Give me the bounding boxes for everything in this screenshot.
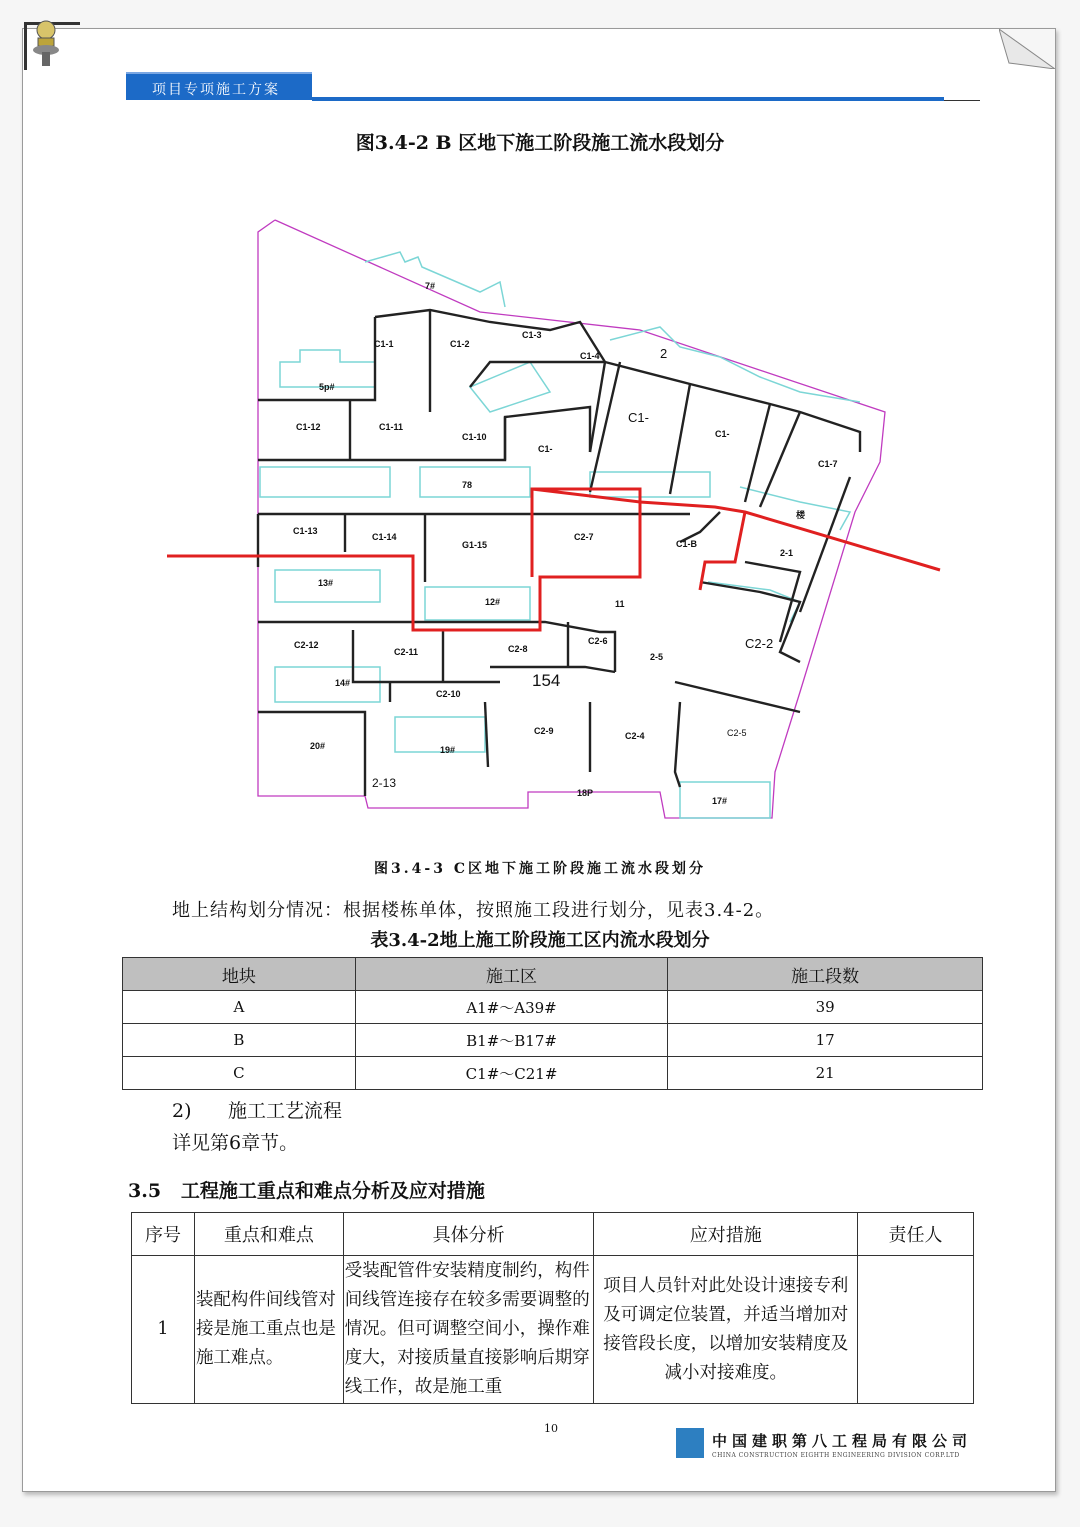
diagram-label: C1- <box>628 410 649 425</box>
diagram-label: 楼 <box>796 510 806 520</box>
diagram-label: C1-B <box>676 539 698 549</box>
diagram-label: C2-8 <box>508 644 528 654</box>
table-cell: 21 <box>668 1057 983 1090</box>
diagram-label: C2-2 <box>745 636 774 651</box>
diagram-label: 19# <box>440 745 456 755</box>
table-cell: 39 <box>668 991 983 1024</box>
diagram-label: 5p# <box>319 382 335 392</box>
figure2-caption: 图3.4-3 C区地下施工阶段施工流水段划分 <box>374 861 706 877</box>
page-curl-icon <box>999 29 1055 69</box>
table-cell: 受装配管件安装精度制约，构件间线管连接存在较多需要调整的情况。但可调整空间小，操作难度大，对接质量直接影响后期穿线工作，故是施工重 <box>343 1256 594 1404</box>
company-name-en: CHINA CONSTRUCTION EIGHTH ENGINEERING DIVISION CORP.LTD <box>712 1452 960 1459</box>
diagram-label: 18P <box>577 788 594 798</box>
section-heading <box>128 1176 485 1203</box>
diagram-label: 78 <box>462 480 473 490</box>
diagram-label: C2-5 <box>727 728 747 738</box>
table-header-cell: 施工段数 <box>668 958 983 991</box>
segment-table <box>122 957 983 1090</box>
header-rule-end <box>944 100 980 101</box>
diagram-label: C2-4 <box>625 731 645 741</box>
red-segment-line <box>167 489 940 630</box>
company-logo-icon <box>676 1428 704 1458</box>
table-row <box>132 1256 974 1404</box>
table-cell: 17 <box>668 1024 983 1057</box>
diagram-label: 12# <box>485 597 501 607</box>
table-header-cell: 应对措施 <box>594 1213 858 1256</box>
figure1-caption: 图3.4-2 B 区地下施工阶段施工流水段划分 <box>355 132 725 154</box>
diagram-label: C2-6 <box>588 636 608 646</box>
diagram-label: 2-5 <box>650 652 664 662</box>
table1-title: 表3.4-2地上施工阶段施工区内流水段划分 <box>370 930 710 951</box>
diagram-label: G1-15 <box>462 540 488 550</box>
diagram-label: C1-4 <box>580 351 600 361</box>
table-header-cell: 序号 <box>132 1213 195 1256</box>
table-cell: 项目人员针对此处设计速接专利及可调定位装置，并适当增加对接管段长度，以增加安装精度及减小对接难度。 <box>594 1256 858 1404</box>
diagram-label: C1-2 <box>450 339 470 349</box>
table-cell: A <box>123 991 356 1024</box>
table-row <box>123 1024 983 1057</box>
table-cell <box>858 1256 974 1404</box>
table-cell: B1#～B17# <box>355 1024 668 1057</box>
detail-text: 详见第6章节。 <box>172 1132 299 1154</box>
diagram-label: 7# <box>425 281 436 291</box>
diagram-label: 17# <box>712 796 728 806</box>
pushpin-logo-icon <box>24 12 80 72</box>
table-header-row <box>132 1213 974 1256</box>
diagram-label: 13# <box>318 578 334 588</box>
table-row <box>123 1057 983 1090</box>
diagram-label: C1-12 <box>296 422 321 432</box>
step-heading <box>172 1096 342 1123</box>
table-cell: 1 <box>132 1256 195 1404</box>
table-row <box>123 991 983 1024</box>
table-cell: C1#～C21# <box>355 1057 668 1090</box>
table-header-cell: 重点和难点 <box>194 1213 343 1256</box>
table-cell: C <box>123 1057 356 1090</box>
page-number: 10 <box>544 1422 558 1435</box>
table-cell: B <box>123 1024 356 1057</box>
diagram-label: C1- <box>715 429 730 439</box>
table-cell: 装配构件间线管对接是施工重点也是施工难点。 <box>194 1256 343 1404</box>
diagram-label: C1-14 <box>372 532 397 542</box>
site-boundary <box>258 220 885 818</box>
building-outlines <box>260 252 860 818</box>
header-rule <box>312 97 944 101</box>
segment-boundaries <box>258 310 860 796</box>
diagram-label: C1-3 <box>522 330 542 340</box>
diagram-label: C2-7 <box>574 532 594 542</box>
diagram-label: C1-13 <box>293 526 318 536</box>
table-cell: A1#～A39# <box>355 991 668 1024</box>
header-tab: 项目专项施工方案 <box>126 72 312 100</box>
diagram-label: C1-10 <box>462 432 487 442</box>
site-plan-diagram <box>160 212 950 827</box>
table-header-cell: 具体分析 <box>343 1213 594 1256</box>
table-header-cell: 地块 <box>123 958 356 991</box>
diagram-label: C1- <box>538 444 553 454</box>
diagram-label: 11 <box>615 599 625 609</box>
section-title: 工程施工重点和难点分析及应对措施 <box>180 1180 485 1202</box>
diagram-label: 2 <box>660 346 668 361</box>
section-number: 3.5 <box>128 1180 162 1202</box>
step-title: 施工工艺流程 <box>228 1100 343 1122</box>
table-header-cell: 责任人 <box>858 1213 974 1256</box>
diagram-label: C2-10 <box>436 689 461 699</box>
diagram-label: C2-12 <box>294 640 319 650</box>
body-paragraph: 地上结构划分情况：根据楼栋单体，按照施工段进行划分，见表3.4-2。 <box>172 900 775 921</box>
diagram-label: C1-1 <box>374 339 394 349</box>
table-header-row <box>123 958 983 991</box>
difficulty-table <box>131 1212 974 1404</box>
diagram-label: 14# <box>335 678 351 688</box>
table-header-cell: 施工区 <box>355 958 668 991</box>
diagram-label: 20# <box>310 741 326 751</box>
diagram-label: C2-9 <box>534 726 554 736</box>
company-name: 中国建职第八工程局有限公司 <box>712 1432 973 1450</box>
diagram-label: 154 <box>532 671 561 690</box>
diagram-label: C1-7 <box>818 459 838 469</box>
step-number: 2) <box>172 1100 192 1122</box>
diagram-label: 2-1 <box>780 548 794 558</box>
diagram-label: C1-11 <box>379 422 404 432</box>
diagram-label: 2-13 <box>372 776 397 790</box>
diagram-label: C2-11 <box>394 647 419 657</box>
